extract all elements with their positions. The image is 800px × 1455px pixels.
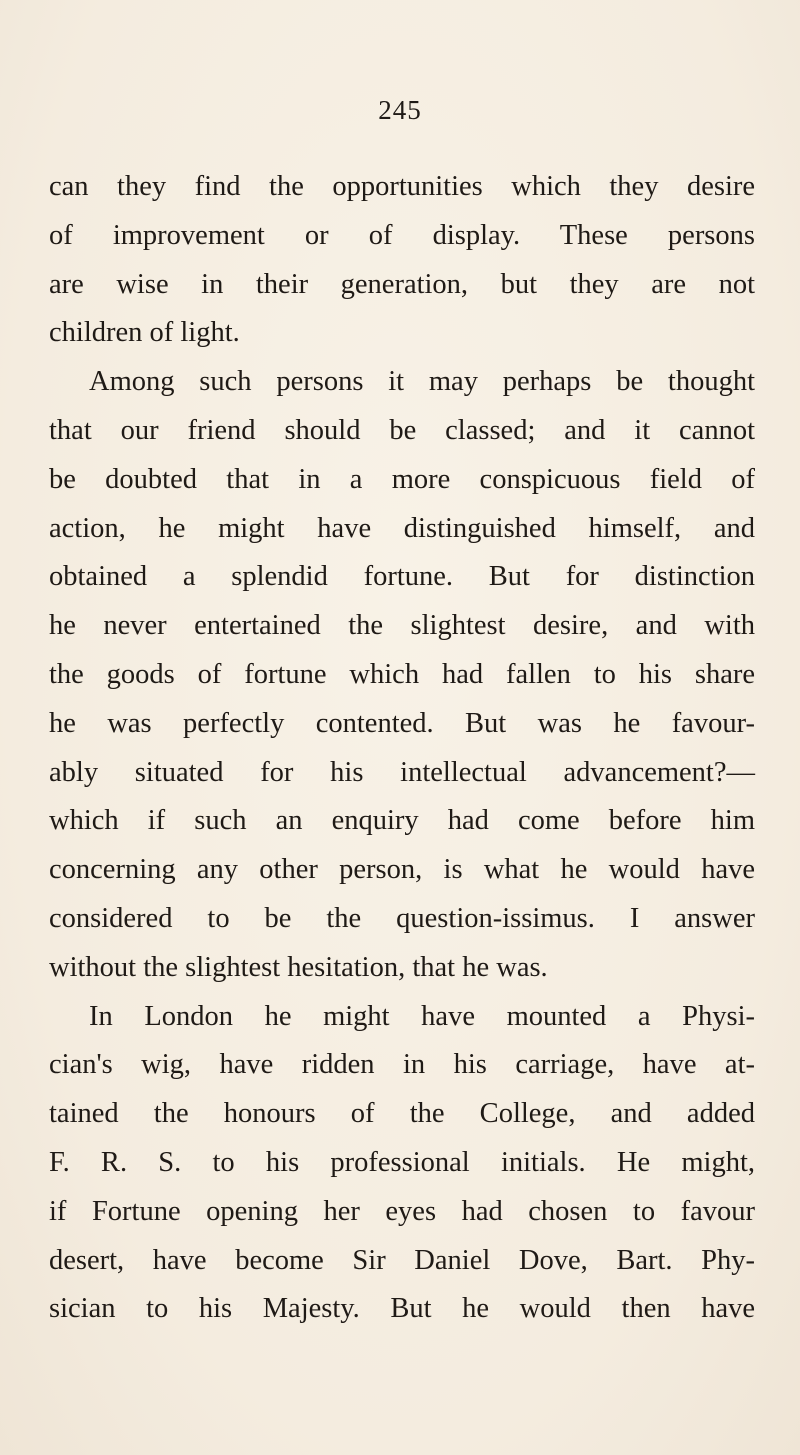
text-line: the goods of fortune which had fallen to his share <box>49 658 755 690</box>
text-line: be doubted that in a more conspicuous field of <box>49 463 755 495</box>
text-line: In London he might have mounted a Physi- <box>89 1000 755 1032</box>
text-line: which if such an enquiry had come before him <box>49 805 755 837</box>
text-line: are wise in their generation, but they are not <box>49 268 755 300</box>
text-line: Among such persons it may perhaps be thought <box>89 366 755 398</box>
text-line: if Fortune opening her eyes had chosen to favour <box>49 1195 755 1227</box>
text-line: concerning any other person, is what he would have <box>49 854 755 886</box>
text-line: considered to be the question-issimus. I answer <box>49 902 755 934</box>
body-text <box>49 163 755 1334</box>
paragraph <box>49 358 755 992</box>
text-line: obtained a splendid fortune. But for distinction <box>49 561 755 593</box>
text-line: he never entertained the slightest desire, and with <box>49 610 755 642</box>
text-line: can they find the opportunities which they desire <box>49 171 755 202</box>
text-line: action, he might have distinguished himself, and <box>49 512 755 544</box>
text-line: cian's wig, have ridden in his carriage, have at- <box>49 1049 755 1081</box>
text-line: F. R. S. to his professional initials. He might, <box>49 1146 755 1178</box>
text-line: desert, have become Sir Daniel Dove, Bart. Phy- <box>49 1244 755 1276</box>
text-line: sician to his Majesty. But he would then have <box>49 1293 755 1325</box>
text-line: without the slightest hesitation, that he was. <box>49 951 548 983</box>
paragraph <box>49 993 755 1335</box>
text-line: he was perfectly contented. But was he favour- <box>49 707 755 739</box>
paragraph <box>49 163 755 358</box>
page-number: 245 <box>378 95 422 125</box>
text-line: ably situated for his intellectual advancement?— <box>49 756 755 788</box>
text-line: that our friend should be classed; and it cannot <box>49 414 755 446</box>
text-line: of improvement or of display. These persons <box>49 219 755 251</box>
text-line: children of light. <box>49 317 240 349</box>
text-line: tained the honours of the College, and added <box>49 1098 755 1130</box>
